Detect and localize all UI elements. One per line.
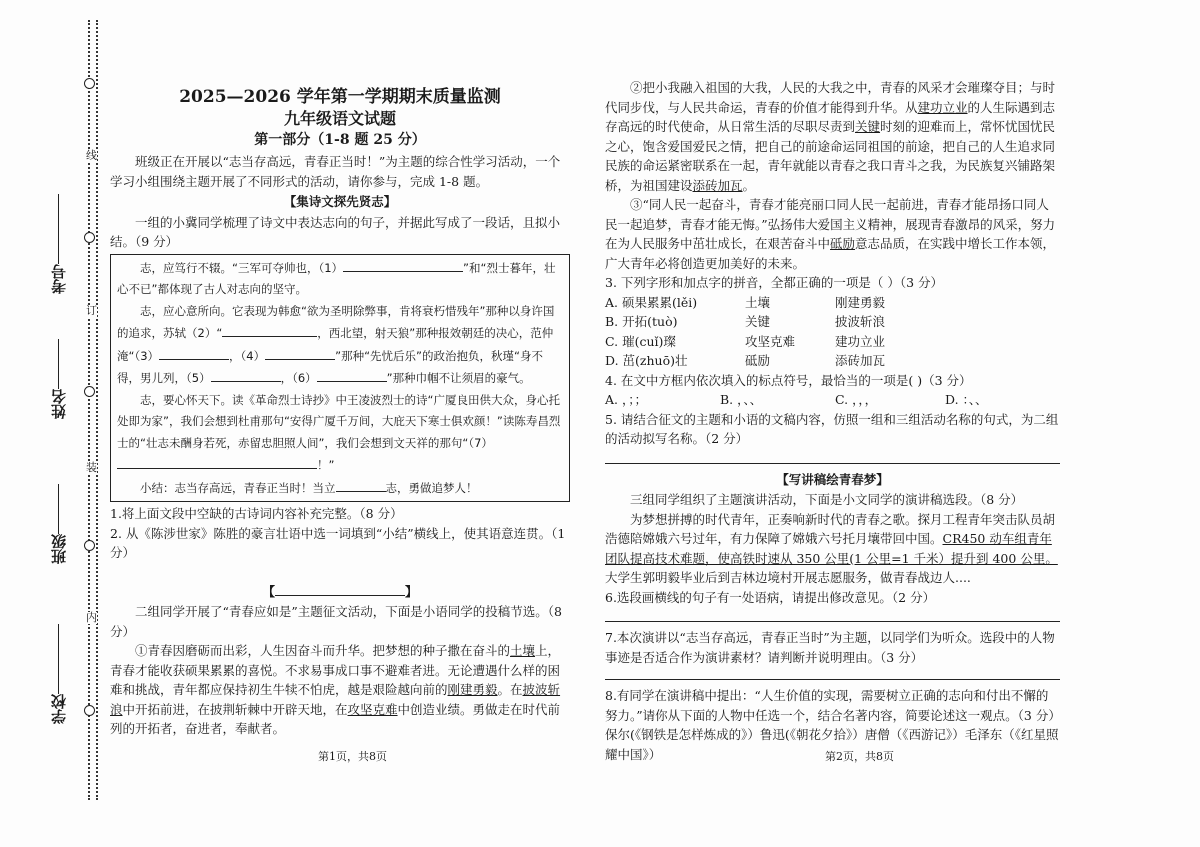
question-2: 2. 从《陈涉世家》陈胜的豪言壮语中选一词填到“小结”横线上，使其语意连贯。（1 分） bbox=[110, 525, 566, 560]
box-paragraph-3 bbox=[117, 390, 563, 477]
blank-summary[interactable] bbox=[336, 477, 386, 492]
essay-paragraph-1 bbox=[110, 641, 570, 739]
option-text: 砥励 bbox=[745, 353, 771, 368]
question-8-people: 保尔(《钢铁是怎样炼成的》）鲁迅(《朝花夕拾》）唐僧（《西游记》）毛泽东（《红星照耀中国》） bbox=[605, 727, 1059, 762]
text: ”那种“先忧后乐”的政治抱负，秋瑾“身不得，男儿列，（5） bbox=[117, 348, 543, 385]
option-b[interactable] bbox=[605, 312, 1060, 332]
text: 志，应笃行不辍。“三军可夺帅也，（1） bbox=[140, 260, 344, 275]
option-a[interactable] bbox=[605, 293, 1060, 313]
section-heading-1: 【集诗文探先贤志】 bbox=[283, 194, 397, 209]
part-heading: 第一部分（1-8 题 25 分） bbox=[254, 132, 426, 148]
option-text: C. 璀(cuǐ)璨 bbox=[605, 333, 676, 349]
box-paragraph-1 bbox=[117, 257, 563, 301]
text: 大学生郭明毅毕业后到吉林边境村开展志愿服务，做青春战边人.... bbox=[605, 570, 971, 585]
field-exam-number[interactable] bbox=[48, 190, 69, 294]
section-2-intro: 二组同学开展了“青春应如是”主题征文活动，下面是小语同学的投稿节选。（8 分） bbox=[110, 604, 562, 639]
poetry-passage-box bbox=[110, 254, 570, 503]
text: ，（6） bbox=[280, 371, 317, 385]
blank-7[interactable] bbox=[117, 454, 317, 469]
cut-char-nei: 内 bbox=[86, 611, 97, 624]
option-text: 攻坚克难 bbox=[745, 333, 796, 349]
option-text: 土壤 bbox=[745, 294, 771, 310]
field-label: 姓名 bbox=[50, 389, 68, 419]
field-label: 学校 bbox=[50, 694, 68, 724]
text: 时刻的迎难而上，常怀忧国忧民之心，饱含爱国爱民之情，把自己的前途命运同祖国的前途，把自己的人生追求同民族的命运紧密联系在一起，青年就能以青春之我口青斗之我，为民族复兴铺路架桥，为祖国建设 bbox=[605, 119, 1056, 193]
text: 意志品质，在实践中增长工作本领，广大青年必将创造更加美好的未来。 bbox=[605, 236, 1056, 271]
text: 。 bbox=[742, 177, 756, 193]
field-label: 班级 bbox=[50, 534, 68, 564]
text: 志，勇做追梦人！ bbox=[385, 480, 478, 495]
question-4: 4. 在文中方框内依次填入的标点符号，最恰当的一项是( )（3 分） bbox=[605, 372, 972, 388]
section-1-intro: 一组的小冀同学梳理了诗文中表达志向的句子，并据此写成了一段话，且拟小结。（9 分） bbox=[110, 214, 561, 249]
question-3: 3. 下列字形和加点字的拼音，全都正确的一项是（ ）（3 分） bbox=[605, 275, 944, 290]
section-2-title-blank[interactable] bbox=[275, 581, 405, 596]
text: 志，要心怀天下。读《革命烈士诗抄》中王凌波烈士的诗“广厦良田供大众，身心托处即为家”，我们会想到杜甫那句“安得广厦千万间，大庇天下寒士俱欢颜！”读陈寿昌烈士的“壮志未酬身若死，赤留忠胆照人间”，我们会想到文天祥的那句“（7） bbox=[117, 392, 561, 450]
binding-hole bbox=[84, 540, 95, 551]
field-line bbox=[58, 484, 59, 534]
text: ③“同人民一起奋斗，青春才能亮丽口同人民一起前进，青春才能昂扬口同人民一起追梦，青春才能无悔。”弘扬伟大爱国主义精神，展现青春激昂的风采，努力在为人民服务中茁壮成长，在艰苦奋斗中 bbox=[605, 197, 1056, 251]
exam-subject: 九年级语文试题 bbox=[283, 109, 396, 128]
cut-char-ding: 订 bbox=[86, 304, 97, 317]
cut-line bbox=[88, 20, 90, 800]
option-text: D. 茁(zhuō)壮 bbox=[605, 353, 688, 368]
page-1 bbox=[110, 78, 570, 739]
underlined-word: 添砖加瓦 bbox=[692, 177, 743, 193]
text: ”和“烈士暮年，壮心不已”都体现了古人对志向的坚守。 bbox=[117, 260, 556, 296]
field-class[interactable] bbox=[48, 480, 69, 564]
binding-hole bbox=[84, 78, 95, 89]
intro-text: 班级正在开展以“志当存高远，青春正当时！”为主题的综合性学习活动，一个学习小组围绕主题开展了不同形式的活动，请你参与，完成 1-8 题。 bbox=[110, 154, 561, 189]
question-5: 5. 请结合征文的主题和小语的文稿内容，仿照一组和三组活动名称的句式，为二组的活动拟写名称。（2 分） bbox=[605, 411, 1059, 446]
blank-5[interactable] bbox=[211, 367, 281, 382]
option-a[interactable]: A. ，；； bbox=[605, 392, 647, 407]
binding-hole bbox=[84, 705, 95, 716]
option-text: 添砖加瓦 bbox=[835, 353, 886, 368]
question-8: 8.有同学在演讲稿中提出：“人生价值的实现，需要树立正确的志向和付出不懈的努力。”请你从下面的人物中任选一个，结合名著内容，简要论述这一观点。（3 分） bbox=[605, 688, 1061, 723]
text: 小结：志当存高远，青春正当时！当立 bbox=[140, 480, 336, 495]
option-c[interactable]: C. ，，， bbox=[835, 392, 878, 407]
underlined-word: 披波斩浪 bbox=[110, 682, 561, 717]
option-d[interactable] bbox=[605, 351, 1060, 371]
cut-line-inner bbox=[96, 20, 98, 800]
text: 中创造业绩。勇做走在时代前列的开拓者，奋进者，奉献者。 bbox=[110, 701, 561, 736]
underlined-word: 砥励 bbox=[830, 236, 856, 251]
section-heading-2 bbox=[110, 581, 570, 602]
underlined-sentence: CR450 动车组青年团队提高技术难题，使高铁时速从 350 公里(1 公里=1 千米）提升到 400 公里。 bbox=[605, 531, 1058, 566]
answer-line[interactable] bbox=[605, 613, 1060, 622]
blank-6[interactable] bbox=[317, 367, 387, 382]
binding-hole bbox=[84, 232, 95, 243]
field-line bbox=[58, 339, 59, 389]
option-text: 关键 bbox=[745, 314, 771, 329]
underlined-word: 关键 bbox=[855, 119, 881, 134]
question-3-options bbox=[605, 293, 1060, 371]
option-b[interactable]: B. ，、、 bbox=[720, 392, 763, 407]
question-7: 7.本次演讲以“志当存高远，青春正当时”为主题，以同学们为听众。选段中的人物事迹是否适合作为演讲素材？请判断并说明理由。（3 分） bbox=[605, 630, 1055, 665]
field-name[interactable] bbox=[48, 335, 69, 419]
blank-2[interactable] bbox=[222, 322, 317, 337]
question-1: 1.将上面文段中空缺的古诗词内容补充完整。（8 分） bbox=[110, 506, 403, 521]
underlined-word: 刚建勇毅 bbox=[447, 682, 498, 697]
text: ①青春因磨砺而出彩，人生因奋斗而升华。把梦想的种子撒在奋斗的 bbox=[135, 643, 511, 658]
essay-paragraph-2 bbox=[605, 78, 1060, 195]
binding-strip bbox=[0, 0, 100, 847]
underlined-word: 建功立业 bbox=[917, 99, 968, 115]
option-d[interactable]: D. ：、、 bbox=[945, 392, 988, 407]
underlined-word: 攻坚克难 bbox=[347, 701, 398, 717]
page-2 bbox=[605, 78, 1060, 764]
option-c[interactable] bbox=[605, 332, 1060, 352]
section-heading-3: 【写讲稿绘青春梦】 bbox=[776, 471, 889, 487]
blank-3[interactable] bbox=[159, 345, 229, 360]
page-1-footer: 第1页，共8页 bbox=[318, 750, 387, 763]
answer-line[interactable] bbox=[605, 671, 1060, 680]
question-4-options bbox=[605, 390, 1060, 410]
underlined-word: 土壤 bbox=[510, 643, 536, 658]
section-3-intro: 三组同学组织了主题演讲活动，下面是小文同学的演讲稿选段。（8 分） bbox=[630, 492, 1024, 507]
field-label: 考号 bbox=[50, 264, 68, 294]
field-line bbox=[58, 624, 59, 694]
option-text: 披波斩浪 bbox=[835, 314, 886, 329]
text: ，西北望，射天狼”那种报效朝廷的决心，范仲淹“（3） bbox=[117, 326, 554, 363]
essay-paragraph-3 bbox=[605, 195, 1060, 273]
binding-hole bbox=[84, 386, 95, 397]
cut-char-xian: 线 bbox=[86, 149, 97, 162]
text: 上，青春才能收获硕果累累的喜悦。不求易事成口事不避难者进。无论遭遇什么样的困难和挑战，青年都应保持初生牛犊不怕虎，越是艰险越向前的 bbox=[110, 643, 561, 697]
bracket-left: 【 bbox=[262, 583, 275, 599]
text: ，（4） bbox=[229, 348, 266, 363]
text: 为梦想拼搏的时代青年，正奏响新时代的青春之歌。探月工程青年突击队员胡浩德陪嫦娥六号过年，有力保障了嫦娥六号托月壤带回中国。 bbox=[605, 511, 1056, 546]
text: ”那种巾帼不让须眉的豪气。 bbox=[386, 371, 531, 385]
cut-char-zhuang: 装 bbox=[86, 461, 97, 474]
text: 志，应心意所向。它表现为韩愈“欲为圣明除弊事，肯将衰朽惜残年”那种以身许国的追求，苏轼（2）“ bbox=[117, 303, 555, 340]
answer-line[interactable] bbox=[605, 455, 1060, 464]
speech-excerpt bbox=[605, 510, 1060, 588]
text: 。在 bbox=[497, 682, 523, 697]
page-2-footer: 第2页，共8页 bbox=[825, 750, 894, 763]
blank-1[interactable] bbox=[343, 257, 463, 272]
question-6: 6.选段画横线的句子有一处语病，请提出修改意见。（2 分） bbox=[605, 589, 936, 605]
text: 中开拓前进，在披荆斩棘中开辟天地，在 bbox=[122, 701, 348, 717]
text: 的人生际遇到志存高远的时代使命，从日常生活的尽职尽责到 bbox=[605, 99, 1056, 134]
text: ②把小我融入祖国的大我，人民的大我之中，青春的风采才会璀璨夺目；与时代同步伐，与人民共命运，青春的价值才能得到升华。从 bbox=[605, 80, 1056, 115]
exam-title: 2025—2026 学年第一学期期末质量监测 bbox=[179, 87, 501, 107]
bracket-right: 】 bbox=[405, 583, 418, 599]
option-text: 建功立业 bbox=[835, 333, 886, 349]
option-text: A. 硕果累累(lěi) bbox=[605, 294, 698, 310]
field-line bbox=[58, 194, 59, 264]
option-text: B. 开拓(tuò) bbox=[605, 314, 678, 329]
field-school[interactable] bbox=[48, 620, 69, 724]
blank-4[interactable] bbox=[265, 345, 335, 360]
text: ！” bbox=[317, 458, 335, 472]
box-paragraph-2 bbox=[117, 301, 563, 390]
box-summary bbox=[117, 477, 563, 500]
option-text: 刚建勇毅 bbox=[835, 294, 886, 310]
